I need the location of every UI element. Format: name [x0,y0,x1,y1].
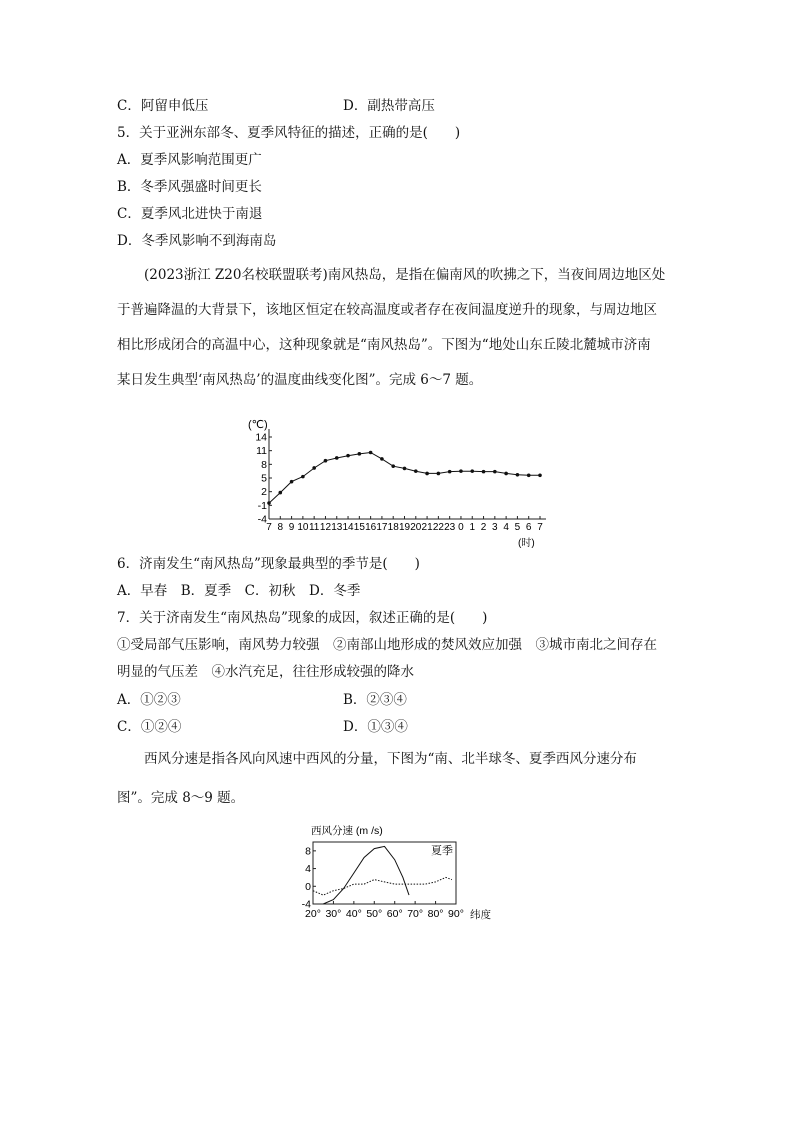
q7-statement-line-1: ①受局部气压影响，南风势力较强 ②南部山地形成的焚风效应加强 ③城市南北之间存在 [117,637,657,653]
q6-options: A．早春 B．夏季 C．初秋 D．冬季 [117,583,361,599]
y-tick-label: 14 [255,431,267,444]
material-1-line: 相比形成闭合的高温中心，这种现象就是“南风热岛”。下图为“地处山东丘陵北麓城市济南 [117,337,651,353]
x-tick-label: 14 [342,522,354,533]
data-point [335,456,339,460]
q7-option-d: D．①③④ [343,719,408,735]
y-tick-label: 8 [261,458,267,471]
dotted-series-line [313,877,452,895]
x-tick-label: 18 [387,522,399,533]
x-tick-label: 7 [266,522,272,533]
x-tick-label: 5 [514,522,521,533]
q5-option-c: C．夏季风北进快于南退 [117,206,263,222]
x-tick-label: 1 [469,522,476,533]
data-point [346,454,350,458]
q7-option-a: A．①②③ [117,692,181,708]
x-tick-label: 7 [537,522,543,533]
x-tick-label: 21 [421,522,433,533]
data-point [290,480,294,484]
y-tick-label: 0 [305,880,311,893]
data-point [437,472,441,476]
x-tick-label: 10 [297,522,309,533]
data-point [312,466,316,470]
data-point [470,469,474,473]
x-tick-label: 20° [305,908,321,920]
data-point [267,501,271,505]
data-point [391,464,395,468]
data-point [482,470,486,474]
x-tick-label: 8 [277,522,284,533]
x-tick-label: 15 [353,522,365,533]
data-point [369,451,373,455]
x-tick-label: 9 [288,522,295,533]
data-point [414,469,418,473]
x-tick-label: 11 [308,522,320,533]
q6-stem: 6．济南发生“南风热岛”现象最典型的季节是( ) [117,556,420,572]
y-axis-label: 西风分速 (m /s) [311,825,383,837]
data-point [538,473,542,477]
data-point [527,473,531,477]
x-axis-label: (时) [518,538,535,549]
x-tick-label: 2 [480,522,487,533]
x-tick-label: 3 [492,522,498,533]
solid-series-line [323,846,409,904]
x-tick-label: 30° [325,908,342,920]
y-tick-label: 4 [305,863,311,876]
temperature-curve-chart [240,415,560,550]
data-point [504,472,508,476]
q7-statement-line-2: 明显的气压差 ④水汽充足，往往形成较强的降水 [117,664,414,680]
data-point [403,467,407,471]
material-paragraph-2 [117,746,682,812]
y-tick-label: 11 [256,445,267,458]
x-tick-label: 4 [503,522,509,533]
x-tick-label: 22 [432,522,444,533]
x-tick-label: 17 [376,522,388,533]
data-point [493,470,497,474]
y-tick-label: -1 [257,499,267,512]
material-2-line: 图”。完成 8～9 题。 [117,790,245,806]
x-tick-label: 23 [444,522,456,533]
x-tick-label: 16 [365,522,377,533]
x-tick-label: 70° [407,908,424,920]
x-tick-label: 12 [319,522,332,533]
data-point [516,473,520,477]
data-point [301,475,305,479]
x-tick-label: 50° [366,908,383,920]
q7-option-b: B．②③④ [343,692,407,708]
data-point [459,469,463,473]
x-tick-label: 60° [386,908,403,920]
temperature-line [269,453,540,504]
x-tick-label: 6 [525,522,532,533]
x-tick-label: 19 [398,522,411,533]
material-1-line: 某日发生典型‘南风热岛’的温度曲线变化图”。完成 6～7 题。 [117,372,483,388]
x-tick-label: 20 [410,522,422,533]
q7-stem: 7．关于济南发生“南风热岛”现象的成因，叙述正确的是( ) [117,610,488,626]
y-tick-label: 2 [261,486,267,499]
y-tick-label: -4 [257,513,267,526]
x-tick-label: 0 [458,522,464,533]
x-axis-label: 纬度 [470,909,491,921]
y-tick-label: 8 [305,845,311,858]
y-tick-label: 5 [261,472,267,485]
q4-option-c: C．阿留申低压 [117,98,209,114]
data-point [324,459,328,463]
data-point [358,452,362,456]
data-point [425,472,429,476]
data-point [380,457,384,461]
q5-option-a: A．夏季风影响范围更广 [117,152,262,168]
data-point [448,470,452,474]
q5-option-d: D．冬季风影响不到海南岛 [117,233,277,249]
x-tick-label: 90° [448,908,464,920]
q5-option-b: B．冬季风强盛时间更长 [117,179,262,195]
material-2-line: 西风分速是指各风向风速中西风的分量，下图为“南、北半球冬、夏季西风分速分布 [117,751,637,767]
y-tick-label: -4 [301,898,311,911]
material-paragraph-1 [117,262,682,394]
q5-stem: 5．关于亚洲东部冬、夏季风特征的描述，正确的是( ) [117,125,461,141]
x-tick-label: 80° [427,908,444,920]
q4-option-d: D．副热带高压 [343,98,435,114]
data-point [278,491,282,495]
material-1-line: (2023浙江 Z20名校联盟联考)南风热岛，是指在偏南风的吹拂之下，当夜间周边地区处 [117,267,666,283]
x-tick-label: 13 [331,522,343,533]
material-1-line: 于普遍降温的大背景下，该地区恒定在较高温度或者存在夜间温度逆升的现象，与周边地区 [117,302,657,318]
westerly-wind-chart [296,820,506,925]
y-axis-label: (℃) [248,419,268,431]
season-annotation: 夏季 [431,845,453,857]
x-tick-label: 40° [345,908,362,920]
q7-option-c: C．①②④ [117,719,182,735]
